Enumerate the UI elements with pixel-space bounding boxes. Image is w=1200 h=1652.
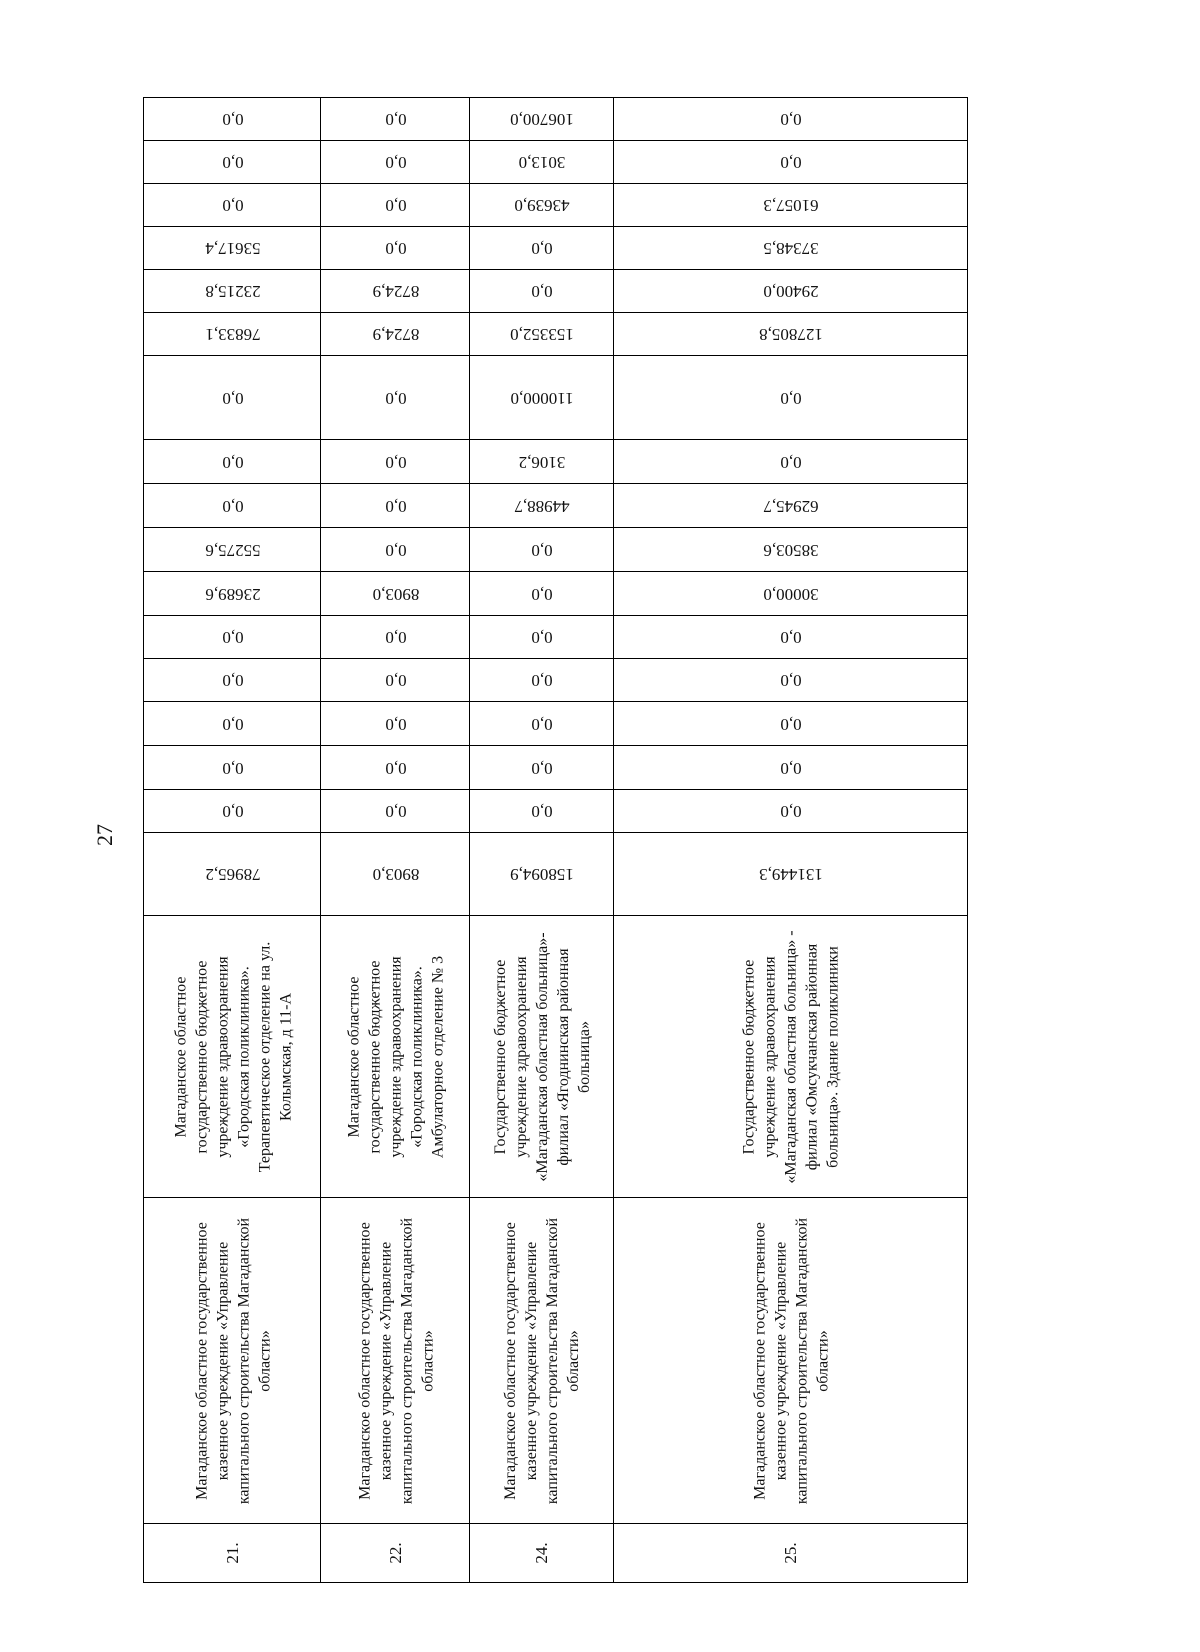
- value-text: 55275,6: [204, 540, 261, 560]
- value-text: 0,0: [779, 153, 802, 172]
- value-cell: [614, 97, 967, 140]
- value-text: 0,0: [221, 628, 244, 647]
- value-text: 0,0: [531, 714, 553, 734]
- facility-text: Государственное бюджетное учреждение здравоохранения «Магаданская областная больница» - филиал «Омсукчанская районная больница». Здание поликлиники: [740, 929, 841, 1184]
- value-text: 0,0: [384, 671, 407, 690]
- value-text: 0,0: [531, 282, 553, 301]
- value-text: 62945,7: [762, 496, 819, 516]
- facility-cell: [144, 915, 321, 1197]
- value-text: 76833,1: [204, 325, 261, 344]
- row-index: 21.: [222, 1542, 242, 1564]
- value-text: 106700,0: [510, 110, 574, 129]
- value-cell: [321, 832, 470, 915]
- value-cell: [614, 312, 967, 355]
- value-text: 0,0: [779, 452, 802, 472]
- value-cell: [321, 789, 470, 832]
- value-cell: [144, 312, 321, 355]
- value-text: 8724,9: [372, 282, 419, 301]
- value-cell: [144, 658, 321, 701]
- value-cell: [614, 269, 967, 312]
- value-text: 0,0: [779, 671, 802, 690]
- value-text: 0,0: [384, 758, 407, 778]
- value-text: 153352,0: [510, 325, 574, 344]
- value-text: 110000,0: [510, 388, 574, 408]
- table-row: [320, 97, 470, 1583]
- value-cell: [470, 527, 614, 571]
- value-cell: [321, 701, 470, 745]
- value-text: 0,0: [384, 496, 407, 516]
- value-cell: [144, 97, 321, 140]
- value-text: 0,0: [221, 714, 244, 734]
- value-text: 0,0: [531, 671, 553, 690]
- value-cell: [144, 439, 321, 483]
- value-cell: [470, 183, 614, 226]
- customer-cell: [321, 1197, 470, 1523]
- facility-cell: [614, 915, 967, 1197]
- value-cell: [470, 140, 614, 183]
- value-text: 0,0: [531, 584, 553, 604]
- value-cell: [144, 226, 321, 269]
- value-text: 0,0: [384, 802, 407, 821]
- value-cell: [321, 745, 470, 789]
- value-cell: [321, 355, 470, 439]
- value-cell: [144, 615, 321, 658]
- facility-cell: [321, 915, 470, 1197]
- value-text: 0,0: [779, 714, 802, 734]
- value-text: 3106,2: [518, 452, 566, 472]
- customer-text: Магаданское областное государственное казенное учреждение «Управление капитального строительства Магаданской области»: [192, 1217, 273, 1504]
- value-cell: [614, 832, 967, 915]
- value-cell: [321, 527, 470, 571]
- value-text: 0,0: [779, 628, 802, 647]
- value-cell: [614, 527, 967, 571]
- value-cell: [470, 226, 614, 269]
- value-cell: [321, 483, 470, 527]
- value-text: 3013,0: [518, 153, 566, 172]
- row-index: 25.: [780, 1542, 800, 1564]
- value-text: 127805,8: [758, 325, 823, 344]
- value-cell: [614, 658, 967, 701]
- value-text: 0,0: [384, 714, 407, 734]
- index-cell: [144, 1523, 321, 1583]
- value-cell: [321, 312, 470, 355]
- value-text: 0,0: [384, 452, 407, 472]
- index-cell: [321, 1523, 470, 1583]
- value-cell: [321, 269, 470, 312]
- customer-cell: [144, 1197, 321, 1523]
- page-number: 27: [92, 824, 117, 846]
- value-cell: [321, 183, 470, 226]
- value-cell: [144, 183, 321, 226]
- value-cell: [470, 832, 614, 915]
- value-text: 0,0: [221, 802, 244, 821]
- budget-table: [143, 97, 966, 1583]
- facility-text: Государственное бюджетное учреждение здравоохранения «Магаданская областная больница»- филиал «Ягоднинская районная больница»: [491, 931, 593, 1182]
- row-index: 24.: [532, 1542, 551, 1564]
- value-cell: [144, 527, 321, 571]
- value-cell: [144, 571, 321, 615]
- table-row: [613, 97, 968, 1583]
- value-text: 38503,6: [762, 540, 819, 560]
- value-text: 23215,8: [204, 282, 261, 301]
- customer-cell: [614, 1197, 967, 1523]
- customer-text: Магаданское областное государственное казенное учреждение «Управление капитального строительства Магаданской области»: [750, 1217, 831, 1504]
- value-cell: [321, 658, 470, 701]
- customer-text: Магаданское областное государственное казенное учреждение «Управление капитального строительства Магаданской области»: [355, 1217, 436, 1504]
- value-text: 8903,0: [372, 584, 419, 604]
- value-text: 0,0: [531, 239, 553, 258]
- value-cell: [614, 183, 967, 226]
- value-cell: [614, 483, 967, 527]
- value-text: 78965,2: [204, 865, 261, 884]
- value-text: 0,0: [384, 196, 407, 215]
- value-cell: [614, 140, 967, 183]
- value-cell: [614, 701, 967, 745]
- value-text: 53617,4: [204, 239, 261, 258]
- value-cell: [144, 140, 321, 183]
- value-text: 0,0: [384, 110, 407, 129]
- value-text: 0,0: [384, 628, 407, 647]
- value-cell: [614, 789, 967, 832]
- table-row: [143, 97, 321, 1583]
- value-text: 0,0: [221, 153, 244, 172]
- value-text: 0,0: [221, 758, 244, 778]
- value-text: 61057,3: [762, 196, 819, 215]
- value-cell: [144, 789, 321, 832]
- value-text: 0,0: [384, 540, 407, 560]
- value-cell: [470, 269, 614, 312]
- value-text: 0,0: [221, 671, 244, 690]
- facility-cell: [470, 915, 614, 1197]
- value-text: 0,0: [384, 153, 407, 172]
- value-cell: [614, 226, 967, 269]
- value-cell: [470, 615, 614, 658]
- value-cell: [321, 439, 470, 483]
- value-cell: [144, 701, 321, 745]
- value-text: 8724,9: [372, 325, 419, 344]
- value-text: 23689,6: [204, 584, 261, 604]
- value-text: 0,0: [221, 196, 244, 215]
- value-text: 158094,9: [510, 865, 574, 884]
- value-text: 0,0: [384, 388, 407, 408]
- value-cell: [470, 701, 614, 745]
- value-cell: [470, 789, 614, 832]
- value-text: 0,0: [384, 239, 407, 258]
- value-cell: [470, 745, 614, 789]
- value-cell: [321, 97, 470, 140]
- value-cell: [321, 140, 470, 183]
- value-text: 37348,5: [762, 239, 819, 258]
- value-text: 0,0: [531, 758, 553, 778]
- value-cell: [144, 745, 321, 789]
- value-text: 0,0: [221, 496, 244, 516]
- value-cell: [614, 439, 967, 483]
- value-text: 0,0: [221, 388, 244, 408]
- value-text: 0,0: [779, 802, 802, 821]
- value-cell: [144, 355, 321, 439]
- value-cell: [470, 355, 614, 439]
- value-cell: [470, 483, 614, 527]
- value-text: 0,0: [221, 452, 244, 472]
- value-cell: [321, 226, 470, 269]
- row-index: 22.: [385, 1542, 405, 1564]
- value-text: 30000,0: [762, 584, 819, 604]
- value-cell: [614, 355, 967, 439]
- value-cell: [144, 832, 321, 915]
- customer-text: Магаданское областное государственное казенное учреждение «Управление капитального строительства Магаданской области»: [502, 1217, 582, 1504]
- value-cell: [144, 269, 321, 312]
- value-cell: [614, 571, 967, 615]
- value-cell: [470, 97, 614, 140]
- value-cell: [470, 658, 614, 701]
- value-text: 0,0: [531, 540, 553, 560]
- value-text: 0,0: [779, 388, 802, 408]
- value-text: 0,0: [779, 110, 802, 129]
- value-cell: [470, 439, 614, 483]
- value-text: 0,0: [531, 802, 553, 821]
- index-cell: [470, 1523, 614, 1583]
- value-text: 0,0: [779, 758, 802, 778]
- index-cell: [614, 1523, 967, 1583]
- value-cell: [470, 571, 614, 615]
- value-cell: [144, 483, 321, 527]
- value-text: 0,0: [221, 110, 244, 129]
- value-text: 43639,0: [514, 196, 570, 215]
- value-text: 131449,3: [758, 865, 823, 884]
- facility-text: Магаданское областное государственное бюджетное учреждение здравоохранения «Городская поликлиника». Амбулаторное отделение № 3: [345, 955, 446, 1158]
- value-cell: [321, 615, 470, 658]
- value-cell: [614, 615, 967, 658]
- value-text: 29400,0: [762, 282, 819, 301]
- value-text: 8903,0: [372, 865, 419, 884]
- table-row: [469, 97, 614, 1583]
- value-cell: [321, 571, 470, 615]
- value-cell: [470, 312, 614, 355]
- facility-text: Магаданское областное государственное бюджетное учреждение здравоохранения «Городская поликлиника». Терапевтическое отделение на ул. Колымская, д 11-А: [171, 941, 294, 1172]
- customer-cell: [470, 1197, 614, 1523]
- value-cell: [614, 745, 967, 789]
- value-text: 0,0: [531, 628, 553, 647]
- value-text: 44988,7: [514, 496, 570, 516]
